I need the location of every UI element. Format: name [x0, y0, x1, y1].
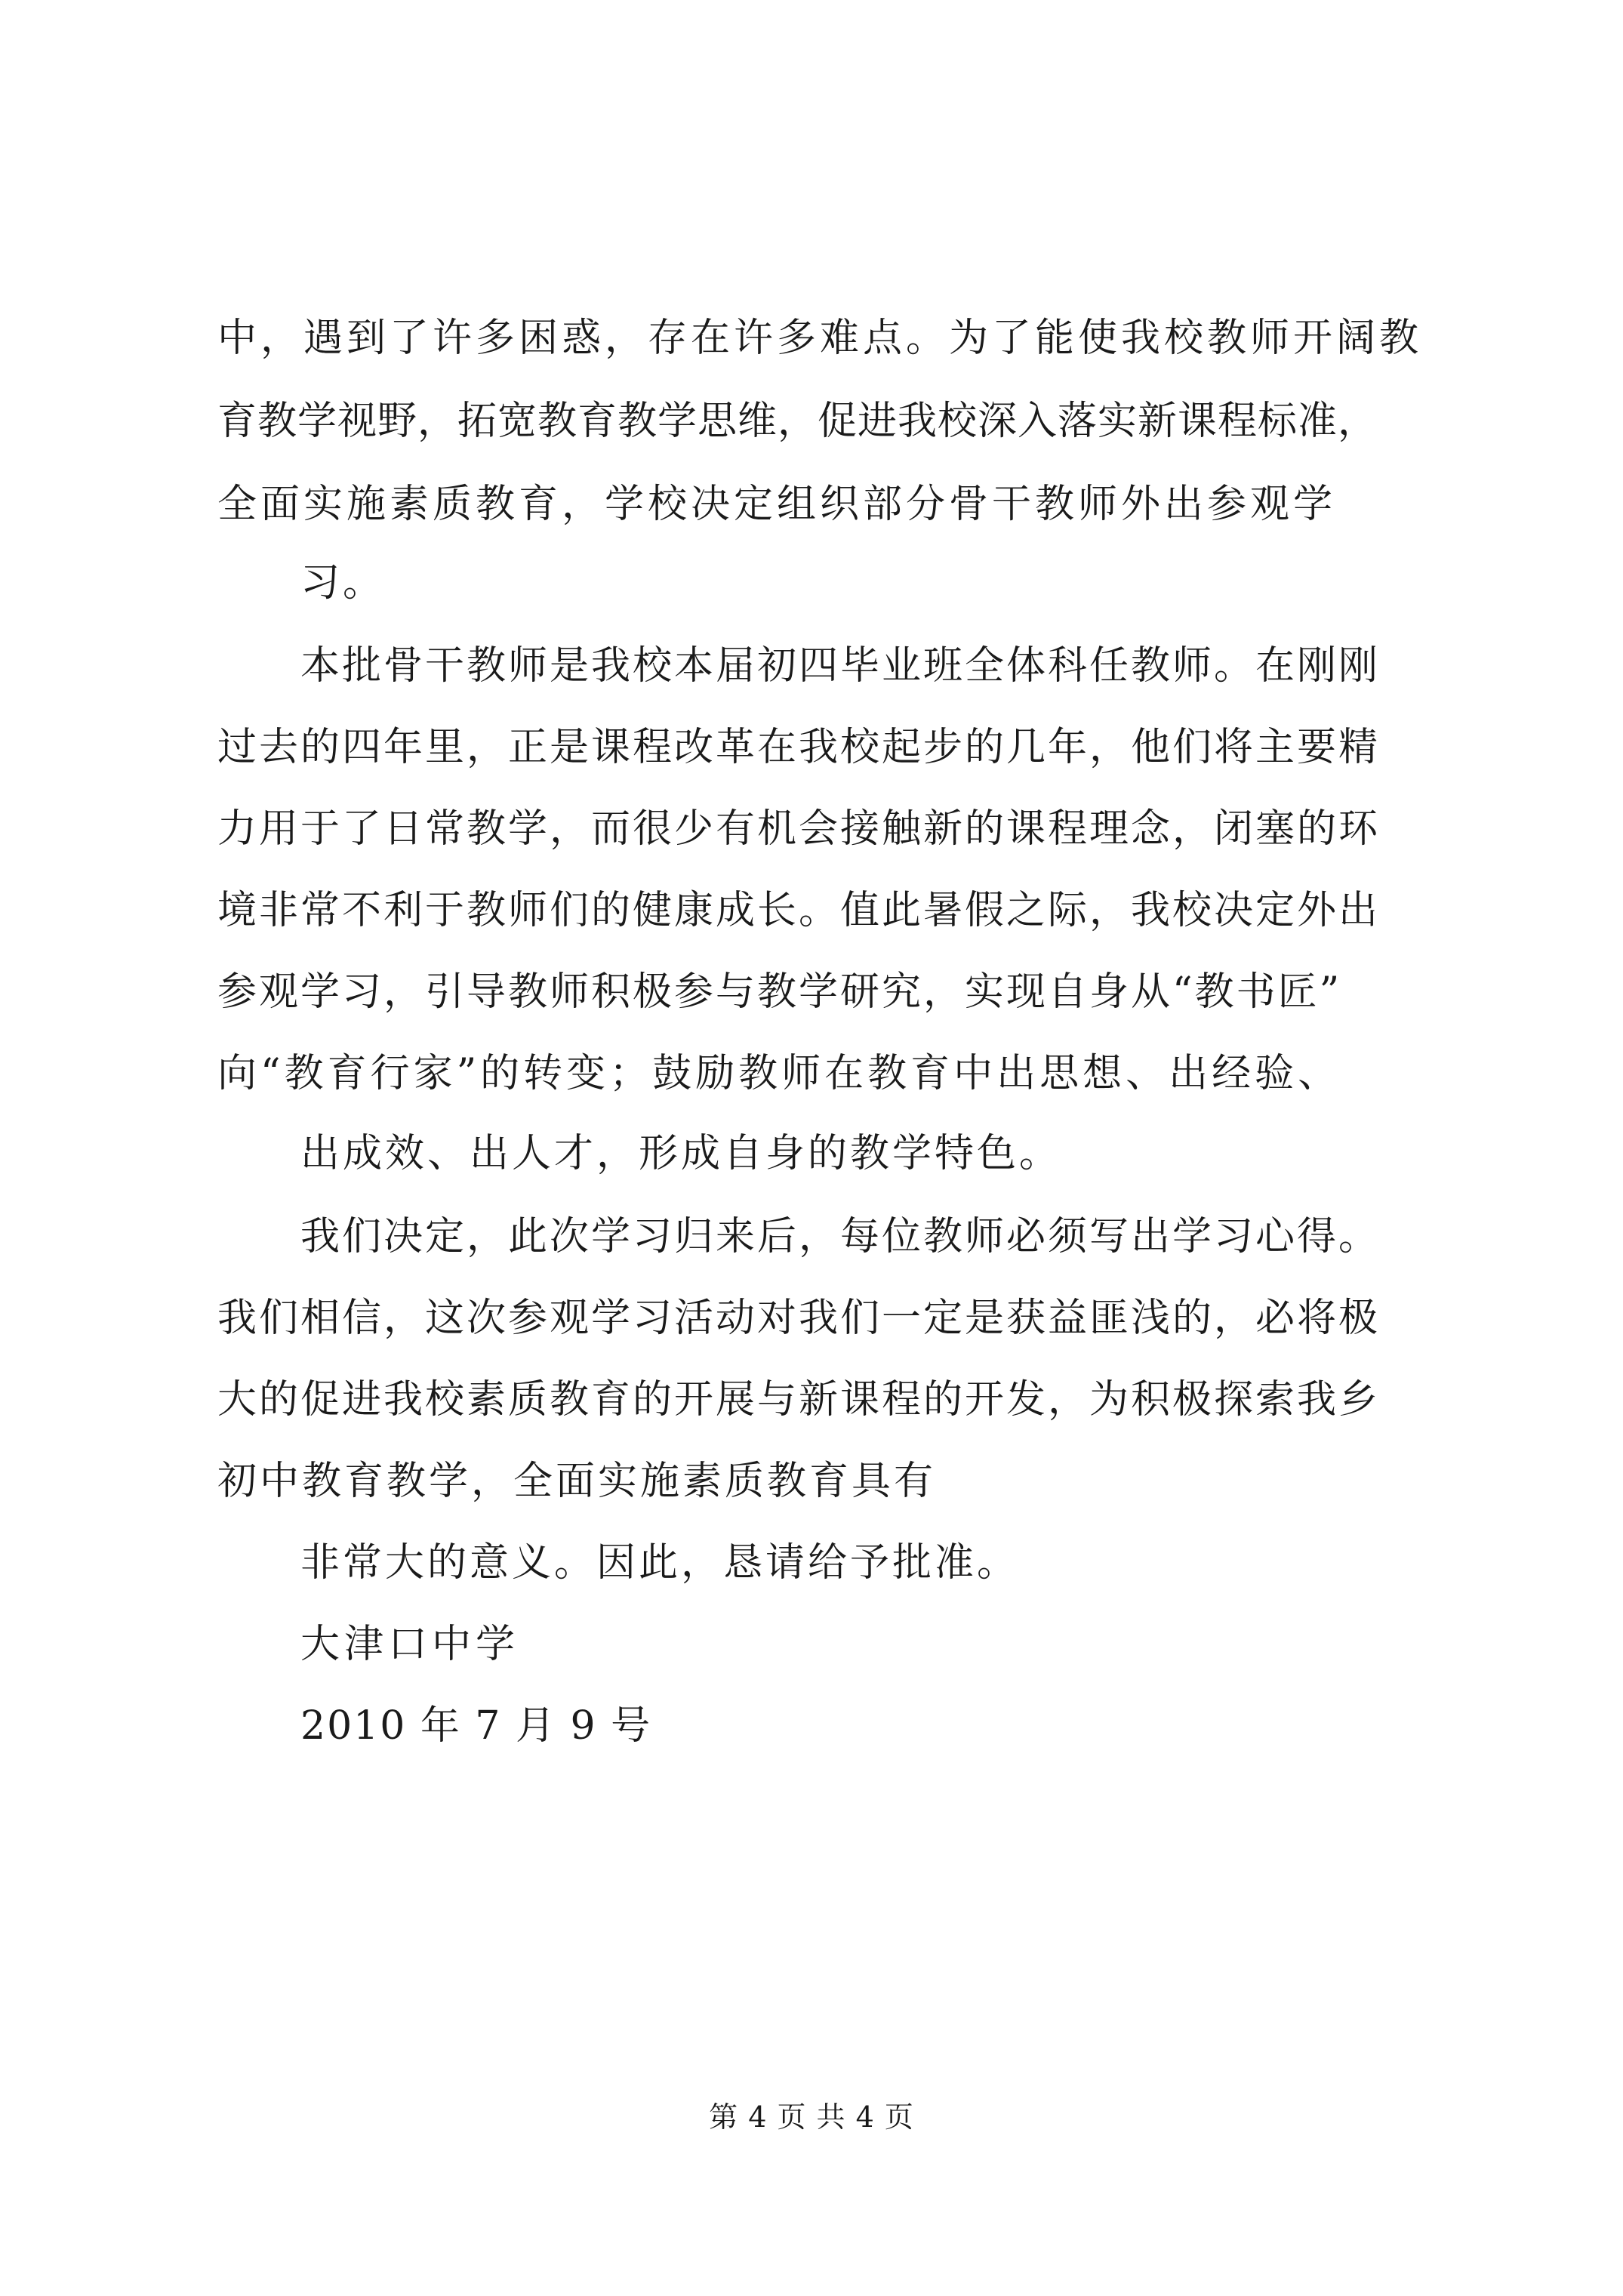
page-footer: 第 4 页 共 4 页 [709, 2100, 914, 2134]
body-line-2: 育教学视野，拓宽教育教学思维，促进我校深入落实新课程标准， [217, 399, 1378, 444]
body-line-3: 全面实施素质教育，学校决定组织部分骨干教师外出参观学 [217, 482, 1337, 527]
body-line-5: 本批骨干教师是我校本届初四毕业班全体科任教师。在刚刚 [300, 643, 1381, 689]
body-line-8: 境非常不利于教师们的健康成长。值此暑假之际，我校决定外出 [217, 888, 1381, 933]
body-line-11: 出成效、出人才，形成自身的教学特色。 [300, 1131, 1062, 1176]
body-line-6: 过去的四年里，正是课程改革在我校起步的几年，他们将主要精 [217, 725, 1381, 770]
document-date: 2010 年 7 月 9 号 [300, 1703, 652, 1749]
body-line-16: 非常大的意义。因此，恳请给予批准。 [300, 1540, 1020, 1586]
body-line-10: 向“教育行家”的转变；鼓励教师在教育中出思想、出经验、 [217, 1051, 1341, 1096]
body-line-4: 习。 [300, 560, 386, 606]
body-line-13: 我们相信，这次参观学习活动对我们一定是获益匪浅的，必将极 [217, 1296, 1381, 1341]
body-line-7: 力用于了日常教学，而很少有机会接触新的课程理念，闭塞的环 [217, 806, 1381, 852]
body-line-14: 大的促进我校素质教育的开展与新课程的开发，为积极探索我乡 [217, 1377, 1381, 1422]
body-line-12: 我们决定，此次学习归来后，每位教师必须写出学习心得。 [300, 1214, 1381, 1259]
school-name: 大津口中学 [300, 1622, 520, 1667]
body-line-15: 初中教育教学，全面实施素质教育具有 [217, 1459, 937, 1504]
body-line-1: 中，遇到了许多困惑，存在许多难点。为了能使我校教师开阔教 [217, 316, 1423, 361]
body-line-9: 参观学习，引导教师积极参与教学研究，实现自身从“教书匠” [217, 969, 1342, 1015]
